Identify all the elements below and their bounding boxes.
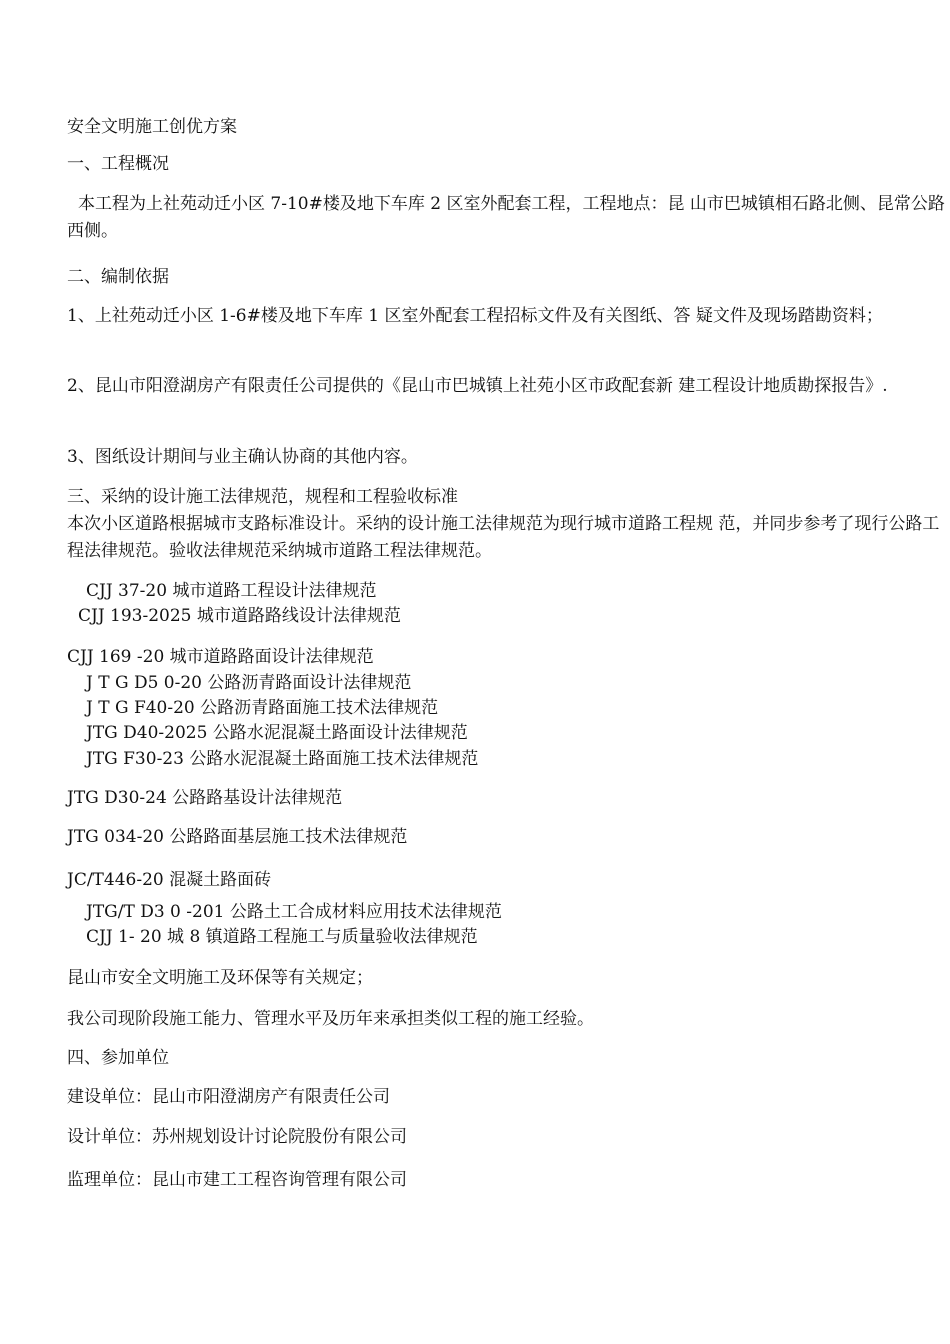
experience-note: 我公司现阶段施工能力、管理水平及历年来承担类似工程的施工经验。 — [67, 1009, 594, 1029]
section-4-heading: 四、参加单位 — [67, 1048, 169, 1068]
standard-item: J T G F40-20 公路沥青路面施工技术法律规范 — [86, 698, 439, 718]
standard-item: CJJ 169 -20 城市道路路面设计法律规范 — [67, 647, 374, 667]
section-2-heading: 二、编制依据 — [67, 267, 169, 287]
basis-item-2: 2、昆山市阳澄湖房产有限责任公司提供的《昆山市巴城镇上社苑小区市政配套新 建工程设计地质勘探报告》. — [67, 376, 888, 396]
standard-item: JTG 034-20 公路路面基层施工技术法律规范 — [67, 827, 408, 847]
document-title: 安全文明施工创优方案 — [67, 117, 237, 137]
standard-item: JTG F30-23 公路水泥混凝土路面施工技术法律规范 — [86, 749, 479, 769]
construction-unit: 建设单位：昆山市阳澄湖房产有限责任公司 — [67, 1087, 390, 1107]
standard-item: J T G D5 0-20 公路沥青路面设计法律规范 — [86, 673, 412, 693]
standard-item: CJJ 37-20 城市道路工程设计法律规范 — [86, 581, 377, 601]
standard-item: JTG D30-24 公路路基设计法律规范 — [67, 788, 343, 808]
standard-item: CJJ 1- 20 城 8 镇道路工程施工与质量验收法律规范 — [86, 927, 478, 947]
standard-item: JC/T446-20 混凝土路面砖 — [67, 870, 272, 890]
basis-item-3: 3、图纸设计期间与业主确认协商的其他内容。 — [67, 447, 418, 467]
section-1-heading: 一、工程概况 — [67, 154, 169, 174]
regulation-note: 昆山市安全文明施工及环保等有关规定； — [67, 968, 373, 988]
section-3-heading: 三、采纳的设计施工法律规范，规程和工程验收标准 — [67, 487, 458, 507]
section-1-paragraph: 本工程为上社苑动迁小区 7-10#楼及地下车库 2 区室外配套工程，工程地点：昆 山市巴城镇相石路北侧、昆常公路西侧。 — [67, 194, 945, 241]
section-3-paragraph: 本次小区道路根据城市支路标准设计。采纳的设计施工法律规范为现行城市道路工程规 范，并同步参考了现行公路工程法律规范。验收法律规范采纳城市道路工程法律规范。 — [67, 514, 940, 561]
standard-item: JTG/T D3 0 -201 公路土工合成材料应用技术法律规范 — [86, 902, 502, 922]
basis-item-1: 1、上社苑动迁小区 1-6#楼及地下车库 1 区室外配套工程招标文件及有关图纸、答 疑文件及现场踏勘资料； — [67, 306, 883, 326]
design-unit: 设计单位：苏州规划设计讨论院股份有限公司 — [67, 1127, 407, 1147]
supervision-unit: 监理单位：昆山市建工工程咨询管理有限公司 — [67, 1170, 407, 1190]
standard-item: JTG D40-2025 公路水泥混凝土路面设计法律规范 — [86, 723, 468, 743]
standard-item: CJJ 193-2025 城市道路路线设计法律规范 — [78, 606, 401, 626]
